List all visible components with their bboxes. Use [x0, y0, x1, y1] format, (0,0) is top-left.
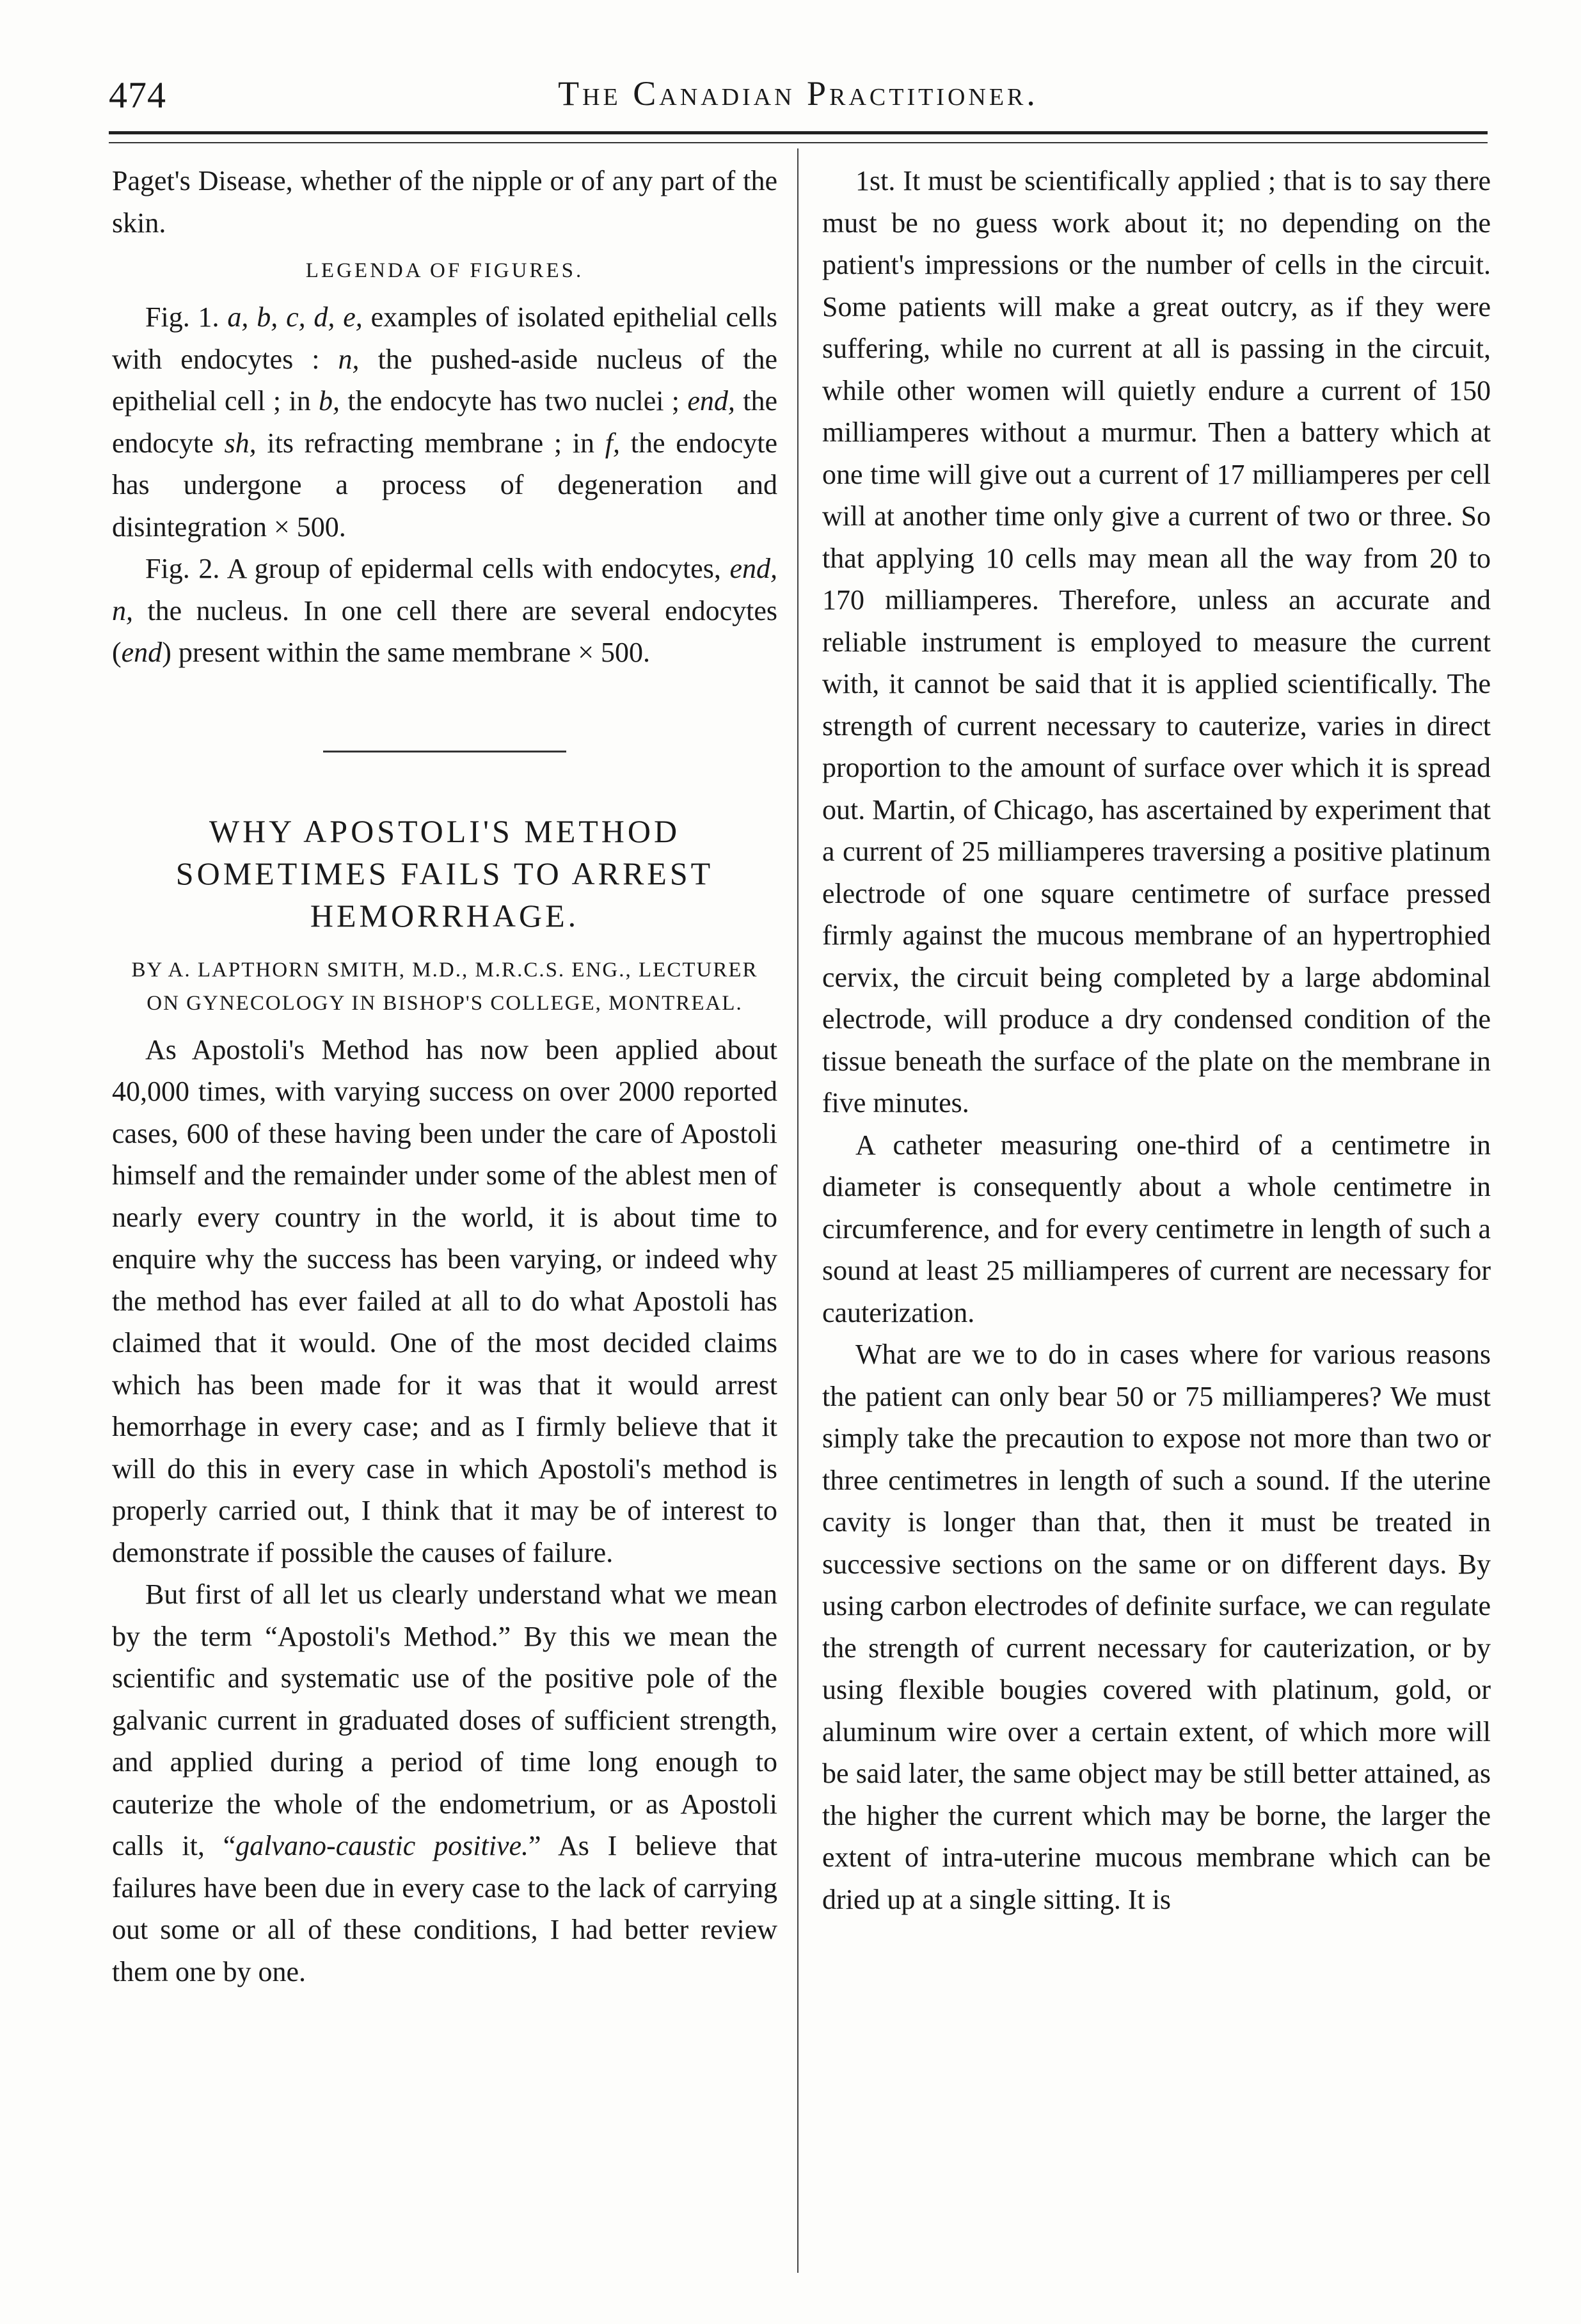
page-header [109, 61, 1488, 131]
paragraph-2-part-b: ” As I believe that failures have been due in every case to the lack of carrying out some or all of these conditions, I had better review them one by one. [112, 1830, 778, 1987]
fig2-text-a: A group of epidermal cells with endocytes, [226, 553, 721, 584]
paragraph-2-italic: galvano-caustic positive. [235, 1830, 529, 1861]
fig1-text-e: its refracting membrane ; in [267, 427, 595, 459]
fig2-end2: end [121, 637, 163, 668]
column-divider [797, 148, 798, 2273]
fig1-letters: a, b, c, d, e, [227, 301, 363, 333]
figure-1-legend [112, 296, 777, 548]
running-title: The Canadian Practitioner. [558, 74, 1038, 113]
fig1-f: f, [605, 427, 620, 459]
right-paragraph-1: 1st. It must be scientifically applied ; that is to say there must be no guess work about it; no depending on the patient's impressions or the number of cells in the circuit. Some patients will make a great outcry, as if they were suffering, while no current at all is passing in the circuit, while other women will quietly endure a current of 150 milliamperes without a murmur. Then a battery which at one time will give out a current of 17 milliamperes per cell will at another time only give a current of two or three. So that applying 10 cells may mean all the way from 20 to 170 milliamperes. Therefore, unless an accurate and reliable instrument is employed to measure the current with, it cannot be said that it is applied scientifically. The strength of current necessary to cauterize, varies in direct proportion to the amount of surface over which it is spread out. Martin, of Chicago, has ascertained by experiment that a current of 25 milliamperes traversing a positive platinum electrode of one square centimetre of surface pressed firmly against the mucous membrane of an hypertrophied cervix, the circuit being completed by a large abdominal electrode, will produce a dry condensed condition of the tissue beneath the surface of the plate on the membrane in five minutes. [822, 165, 1491, 1118]
header-rule-thick [109, 131, 1488, 134]
paragraph-2-part-a: But first of all let us clearly understand what we mean by the term “Apostoli's Method.” By this we mean the scientific and systematic use of the positive pole of the galvanic current in graduated doses of sufficient strength, and applied during a period of time long enough to cauterize the whole of the endometrium, or as Apostoli calls it, “ [112, 1579, 777, 1861]
figure-2-legend [112, 548, 777, 674]
fig1-text-c: the endocyte has two nuclei ; [347, 385, 680, 417]
fig2-n: n, [112, 594, 133, 626]
fig2-label: Fig. 2. [145, 553, 220, 584]
fig2-end: end, [729, 553, 778, 584]
fig1-sh: sh, [224, 427, 257, 459]
right-paragraph-3: What are we to do in cases where for various reasons the patient can only bear 50 or 75 milliamperes? We must simply take the precaution to expose not more than two or three centimetres in length of such a sound. If the uterine cavity is longer than that, then it must be treated in successive sections on the same or on different days. By using carbon electrodes of definite surface, we can regulate the strength of current necessary for cauterization, or by using flexible bougies covered with platinum, gold, or aluminum wire over a certain extent, of which more will be said later, the same object may be still better attained, as the higher the current which may be borne, the larger the extent of intra-uterine mucous membrane which can be dried up at a single sitting. It is [822, 1339, 1491, 1915]
article-title: WHY APOSTOLI'S METHOD SOMETIMES FAILS TO ARREST HEMORRHAGE. [175, 813, 714, 934]
legend-title: LEGENDA OF FIGURES. [305, 259, 584, 282]
article-paragraph-1: As Apostoli's Method has now been applied about 40,000 times, with varying success on over 2000 reported cases, 600 of these having been under the care of Apostoli himself and the remainder under some of the ablest men of nearly every country in the world, it is about time to enquire why the success has been varying, or indeed why the method has ever failed at all to do what Apostoli has claimed that it would. One of the most decided claims which has been made for it was that it would arrest hemorrhage in every case; and as I firmly believe that it will do this in every case in which Apostoli's method is properly carried out, I think that it may be of interest to demonstrate if possible the causes of failure. [112, 1033, 777, 1568]
fig1-b: b, [319, 385, 340, 417]
header-rule-thin [109, 142, 1488, 143]
fig1-text-d: the endocyte [112, 385, 778, 459]
left-column [112, 160, 777, 1993]
fig1-label: Fig. 1. [145, 301, 219, 333]
fig2-text-b: the nucleus. In one cell there are several endocytes ( [112, 594, 778, 668]
section-divider [323, 751, 566, 752]
intro-paragraph: Paget's Disease, whether of the nipple or of any part of the skin. [112, 165, 777, 239]
page-number: 474 [109, 74, 166, 116]
article-paragraph-2 [112, 1573, 777, 1993]
fig1-n: n, [338, 343, 360, 375]
fig2-text-c: ) present within the same membrane × 500. [162, 637, 651, 668]
fig1-text-f: the endocyte has undergone a process of degeneration and disintegration × 500. [112, 427, 778, 543]
right-paragraph-2: A catheter measuring one-third of a centimetre in diameter is consequently about a whole centimetre in circumference, and for every centimetre in length of such a sound at least 25 milliamperes of current are necessary for cauterization. [822, 1129, 1491, 1328]
fig1-text-a: examples of isolated epithelial cells with endocytes : [112, 301, 778, 375]
fig1-end: end, [687, 385, 735, 417]
fig1-text-b: the pushed-aside nucleus of the epithelial cell ; in [112, 343, 778, 417]
article-byline: BY A. LAPTHORN SMITH, M.D., M.R.C.S. ENG., LECTURER ON GYNECOLOGY IN BISHOP'S COLLEGE, MONTREAL. [131, 958, 758, 1015]
right-column [822, 160, 1491, 1920]
